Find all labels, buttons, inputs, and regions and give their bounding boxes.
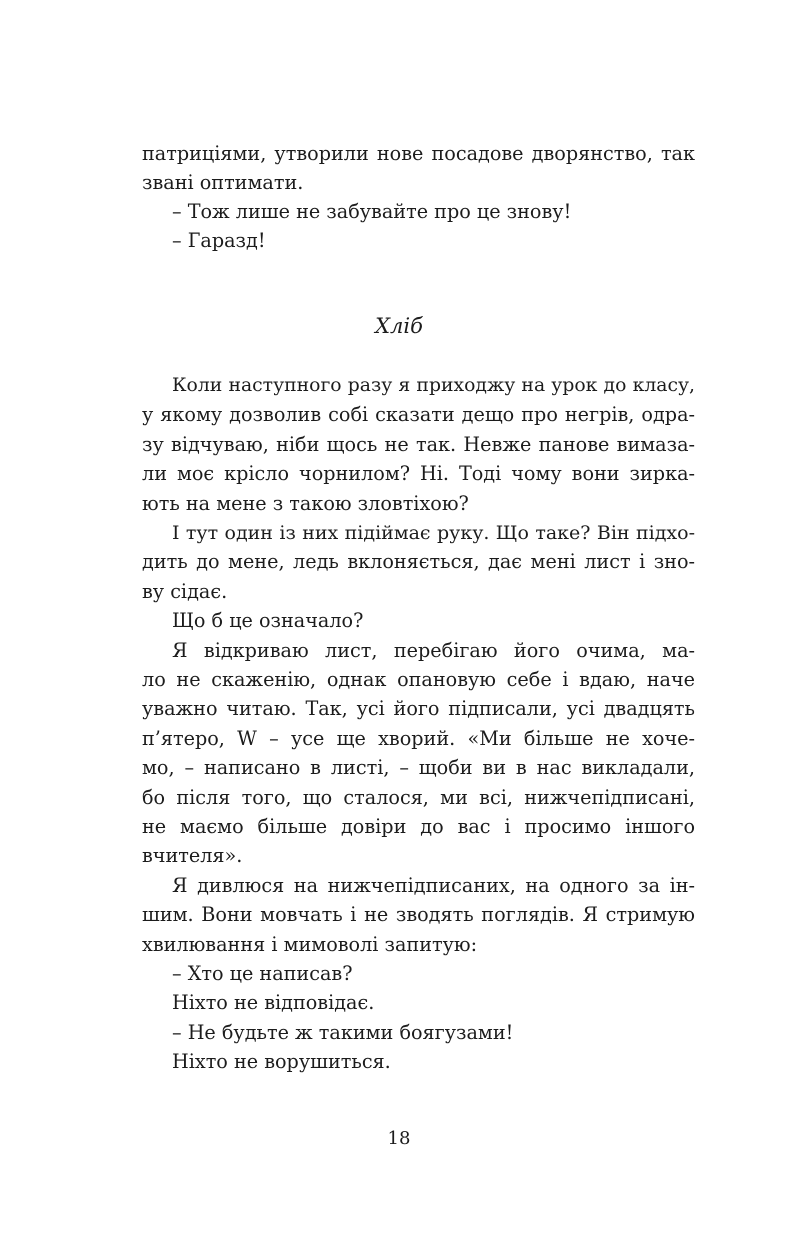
text-line: Коли наступного разу я приходжу на урок до класу, — [172, 375, 695, 396]
text-line: Я відкриваю лист, перебігаю його очима, ма- — [172, 638, 695, 662]
text-line: І тут один із них підіймає руку. Що таке? Він підхо- — [172, 522, 695, 544]
text-line: зу відчуваю, ніби щось не так. Невже панове вимаза- — [142, 432, 695, 456]
text-line: звані оптимати. — [142, 171, 304, 194]
dialogue-line: – Гаразд! — [172, 229, 266, 252]
text-line: патриціями, утворили нове посадове дворянство, так — [142, 142, 695, 165]
text-line: Що б це означало? — [172, 609, 364, 633]
text-line: Я дивлюся на нижчепідписаних, на одного за ін- — [172, 873, 695, 897]
text-line: Ніхто не ворушиться. — [172, 1050, 391, 1074]
text-line: Ніхто не відповідає. — [172, 991, 375, 1015]
text-line: ло не скаженію, однак опановую себе і вдаю, наче — [142, 668, 695, 691]
text-line: не маємо більше довіри до вас і просимо іншого — [142, 815, 695, 838]
text-line: вчителя». — [142, 844, 243, 868]
text-line: уважно читаю. Так, усі його підписали, усі двадцять — [142, 697, 695, 721]
text-line: бо після того, що сталося, ми всі, нижчепідписані, — [142, 785, 695, 809]
text-line: п’ятеро, W – усе ще хворий. «Ми більше не хоче- — [142, 726, 695, 750]
page-number: 18 — [387, 1128, 411, 1149]
text-line: мо, – написано в листі, – щоби ви в нас викладали, — [142, 756, 695, 780]
text-line: у якому дозволив собі сказати дещо про негрів, одра- — [142, 403, 695, 427]
dialogue-line: – Хто це написав? — [172, 962, 353, 985]
text-line: ву сідає. — [142, 579, 228, 603]
text-line: дить до мене, ледь вклоняється, дає мені лист і зно- — [142, 550, 695, 574]
text-line: шим. Вони мовчать і не зводять поглядів. Я стримую — [142, 903, 695, 927]
text-line: хвилювання і мимоволі запитую: — [142, 932, 478, 956]
section-title: Хліб — [375, 314, 423, 338]
dialogue-line: – Не будьте ж такими боягузами! — [172, 1020, 514, 1044]
text-line: ли моє крісло чорнилом? Ні. Тоді чому вони зирка- — [142, 462, 695, 486]
text-line: ють на мене з такою зловтіхою? — [142, 491, 469, 515]
dialogue-line: – Тож лише не забувайте про це знову! — [172, 200, 572, 223]
